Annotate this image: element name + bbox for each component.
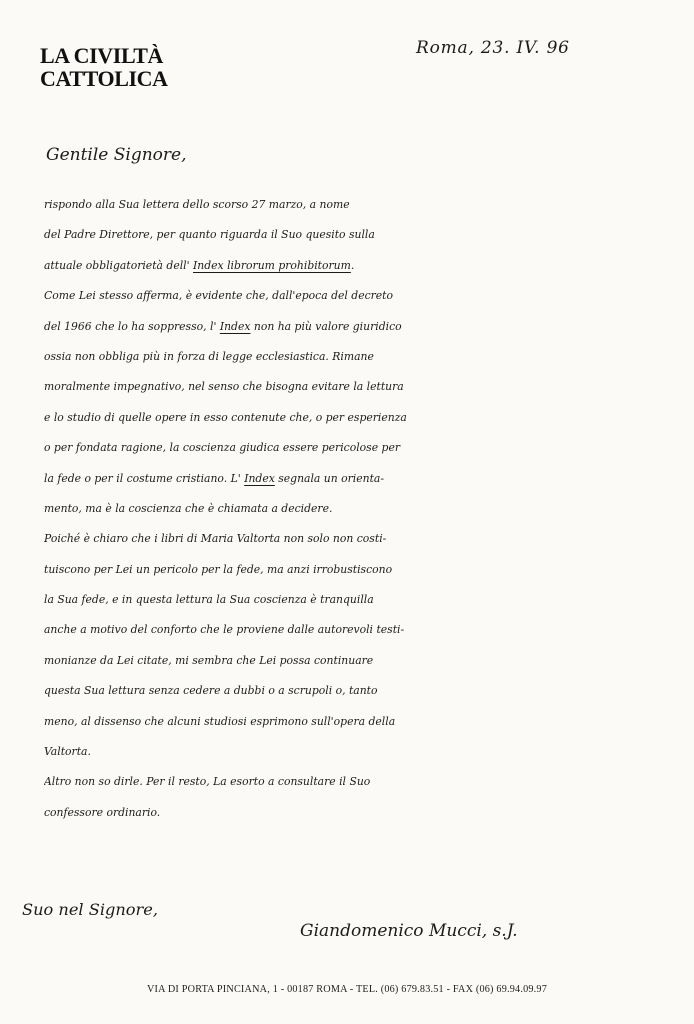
body-line (44, 342, 684, 372)
body-text: meno, al dissenso che alcuni studiosi esprimono sull'opera della (44, 714, 396, 728)
body-text: monianze da Lei citate, mi sembra che Lei possa continuare (44, 653, 374, 667)
underlined-text: Index (244, 471, 275, 485)
letterhead-footer-address: VIA DI PORTA PINCIANA, 1 - 00187 ROMA - TEL. (06) 679.83.51 - FAX (06) 69.94.09.97 (146, 984, 547, 995)
body-line (44, 281, 684, 311)
body-line (44, 403, 684, 433)
body-text: o per fondata ragione, la coscienza giudica essere pericolose per (44, 441, 400, 455)
body-text: confessore ordinario. (44, 805, 161, 819)
letter-body (44, 190, 684, 828)
body-line (44, 190, 684, 220)
letterhead-line-1: LA CIVILTÀ (40, 43, 163, 68)
body-line (44, 494, 684, 524)
body-line (44, 220, 684, 250)
body-line (44, 464, 684, 494)
body-text: attuale obbligatorietà dell' (44, 258, 194, 272)
body-text: la fede o per il costume cristiano. L' (44, 471, 245, 485)
body-line (44, 585, 684, 615)
body-line (44, 555, 684, 585)
body-text: tuiscono per Lei un pericolo per la fede, ma anzi irrobustiscono (44, 562, 393, 576)
body-text: la Sua fede, e in questa lettura la Sua coscienza è tranquilla (44, 593, 374, 607)
closing: Suo nel Signore, (22, 900, 158, 919)
body-line (44, 798, 684, 828)
body-text: mento, ma è la coscienza che è chiamata a decidere. (44, 501, 333, 515)
body-text: moralmente impegnativo, nel senso che bisogna evitare la lettura (44, 380, 404, 394)
body-line (44, 646, 684, 676)
body-line (44, 676, 684, 706)
letterhead-line-2: CATTOLICA (40, 66, 168, 91)
underlined-text: Index librorum prohibitorum (193, 258, 351, 272)
body-text: Valtorta. (44, 745, 91, 759)
signature: Giandomenico Mucci, s.J. (300, 921, 518, 941)
body-line (44, 615, 684, 645)
body-text: anche a motivo del conforto che le proviene dalle autorevoli testi- (44, 623, 405, 637)
body-text: Come Lei stesso afferma, è evidente che, dall'epoca del decreto (44, 289, 394, 303)
body-text: questa Sua lettura senza cedere a dubbi o a scrupoli o, tanto (44, 684, 378, 698)
body-line (44, 251, 684, 281)
body-text: Altro non so dirle. Per il resto, La esorto a consultare il Suo (44, 775, 371, 789)
letterhead-logo (40, 44, 168, 90)
body-text: e lo studio di quelle opere in esso contenute che, o per esperienza (44, 410, 407, 424)
body-line (44, 767, 684, 797)
salutation: Gentile Signore, (46, 145, 187, 165)
body-line (44, 707, 684, 737)
body-text: del Padre Direttore, per quanto riguarda il Suo quesito sulla (44, 228, 375, 242)
body-text: non ha più valore giuridico (250, 319, 402, 333)
body-line (44, 433, 684, 463)
body-line (44, 737, 684, 767)
body-text: segnala un orienta- (274, 471, 385, 485)
body-text: . (350, 258, 355, 272)
body-text: Poiché è chiaro che i libri di Maria Valtorta non solo non costi- (44, 532, 387, 546)
underlined-text: Index (219, 319, 251, 333)
body-text: rispondo alla Sua lettera dello scorso 27 marzo, a nome (44, 198, 350, 211)
letter-date: Roma, 23. IV. 96 (416, 38, 570, 58)
body-text: ossia non obbliga più in forza di legge ecclesiastica. Rimane (44, 349, 374, 363)
body-line (44, 312, 684, 342)
body-line (44, 372, 684, 402)
body-text: del 1966 che lo ha soppresso, l' (44, 319, 220, 333)
body-line (44, 524, 684, 554)
